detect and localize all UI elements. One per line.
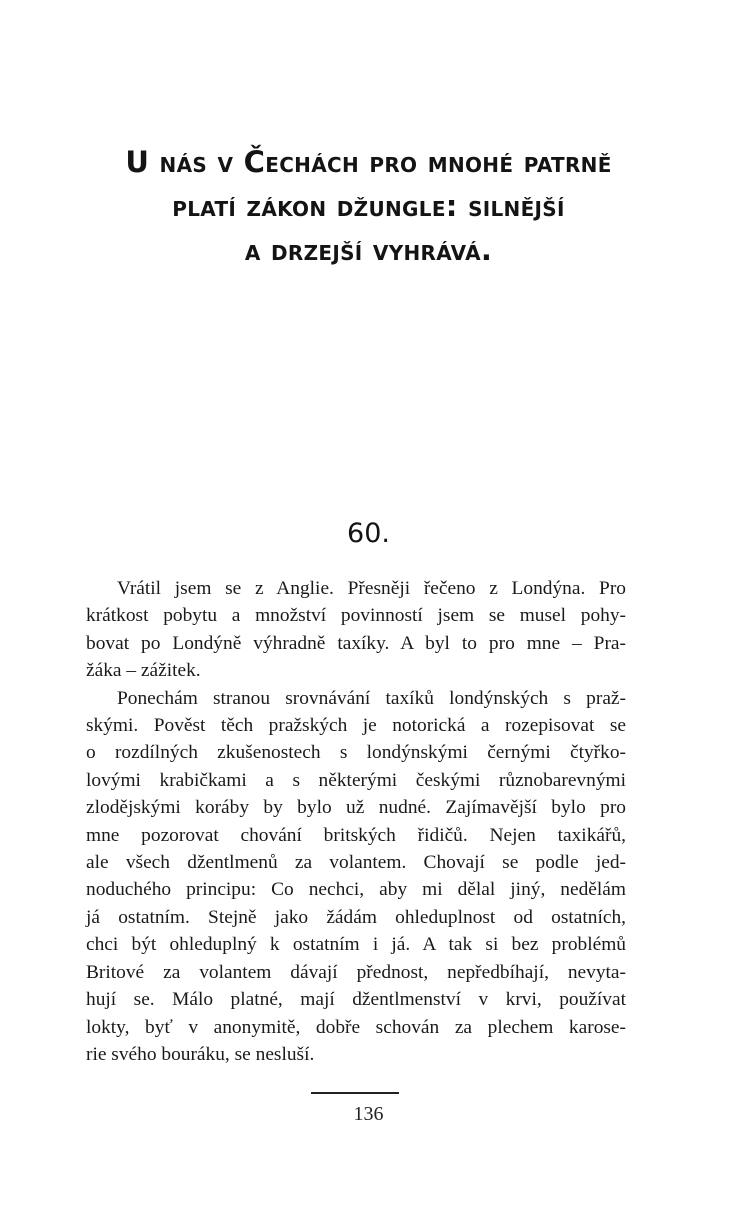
footer-divider <box>311 1092 399 1094</box>
text-line: Ponechám stranou srovnávání taxíků londýnských s praž- <box>117 687 626 709</box>
text-line: Vrátil jsem se z Anglie. Přesněji řečeno z Londýna. Pro <box>117 578 626 599</box>
text-line: zlodějskými koráby by bylo už nudné. Zajímavější bylo pro <box>86 797 626 819</box>
heading-line: a drzejší vyhrává. <box>244 233 493 267</box>
heading-line: platí zákon džungle: silnější <box>172 189 565 223</box>
text-line: hují se. Málo platné, mají džentlmenství v krvi, používat <box>86 989 626 1011</box>
text-line: lokty, byť v anonymitě, dobře schován za plechem karose- <box>86 1016 626 1038</box>
text-line: noduchého principu: Co nechci, aby mi dělal jiný, nedělám <box>86 879 626 901</box>
text-line: žáka – zážitek. <box>86 660 201 682</box>
text-line: mne pozorovat chování britských řidičů. Nejen taxikářů, <box>86 824 626 846</box>
text-line: skými. Pověst těch pražských je notorická a rozepisovat se <box>86 715 626 737</box>
text-line: Britové za volantem dávají přednost, nepředbíhají, nevyta- <box>86 961 626 983</box>
body-text <box>86 575 626 1068</box>
paragraph <box>86 575 626 685</box>
heading-line: U nás v Čechách pro mnohé patrně <box>125 145 612 179</box>
text-line: chci být ohleduplný k ostatním i já. A tak si bez problémů <box>86 934 626 956</box>
text-line: o rozdílných zkušenostech s londýnskými černými čtyřko- <box>86 742 626 764</box>
text-line: ale všech džentlmenů za volantem. Chovají se podle jed- <box>86 852 626 874</box>
page-heading <box>70 140 667 272</box>
text-line: bovat po Londýně výhradně taxíky. A byl to pro mne – Pra- <box>86 632 626 654</box>
chapter-number: 60. <box>347 518 390 549</box>
paragraph <box>86 685 626 1069</box>
page-number: 136 <box>353 1103 384 1125</box>
text-line: rie svého bouráku, se nesluší. <box>86 1043 315 1065</box>
text-line: já ostatním. Stejně jako žádám ohleduplnost od ostatních, <box>86 906 626 928</box>
text-line: lovými krabičkami a s některými českými různobarevnými <box>86 769 626 791</box>
text-line: krátkost pobytu a množství povinností jsem se musel pohy- <box>86 605 626 627</box>
